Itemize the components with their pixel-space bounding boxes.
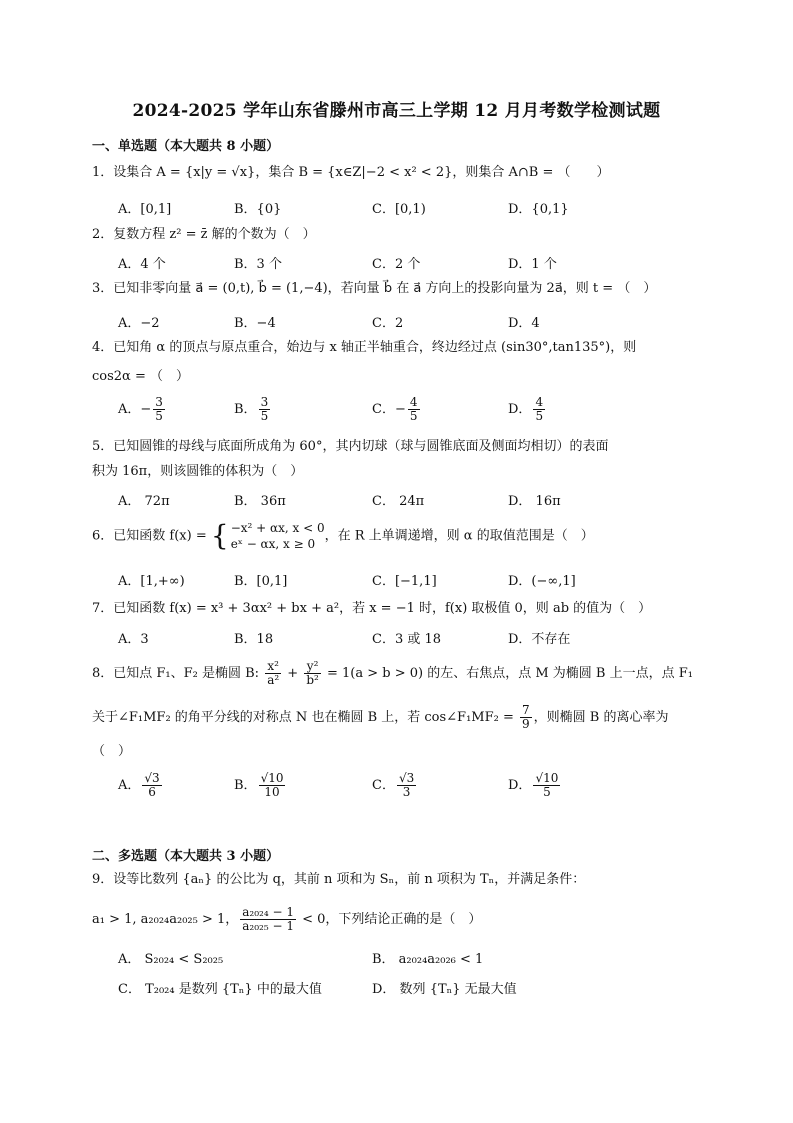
fraction: $\frac{\text{x²}}{\text{a²}}$ bbox=[267, 659, 280, 687]
option-a: A．3 bbox=[118, 632, 149, 647]
option-a: A． 72π bbox=[118, 494, 170, 509]
question-1: 1．设集合 A = {x|y = √x}，集合 B = {x∈Z|−2 < x² < 2}，则集合 A∩B = （ ） bbox=[92, 165, 610, 180]
options-question-3 bbox=[118, 312, 678, 336]
option-d: D． 数列 {Tₙ} 无最大值 bbox=[372, 982, 517, 997]
question-6: 6．已知函数 f(x) = { −x² + αx, x < 0 eˣ − αx, x ≥ 0 ，在 R 上单调递增，则 α 的取值范围是（ ） bbox=[92, 519, 594, 552]
options-question-9-row-1 bbox=[118, 948, 678, 972]
option-b: B．3 个 bbox=[234, 257, 282, 272]
options-question-1 bbox=[118, 198, 678, 222]
fraction: $\frac{√10}{10}$ bbox=[260, 771, 284, 799]
left-brace: { bbox=[210, 519, 229, 552]
fraction: $\frac{√10}{5}$ bbox=[535, 771, 559, 799]
option-d: D．4 bbox=[508, 316, 540, 331]
option-b: B．−4 bbox=[234, 316, 276, 331]
option-d: D．不存在 bbox=[508, 632, 571, 647]
fraction: $\frac{3}{5}$ bbox=[260, 395, 269, 423]
question-3: 3．已知非零向量 a⃗ = (0,t), b⃗ = (1,−4)，若向量 b⃗ 在 a⃗ 方向上的投影向量为 2a⃗，则 t = （ ） bbox=[92, 281, 657, 296]
question-8-line-3: （ ） bbox=[92, 744, 132, 759]
question-9-line-2: a₁ > 1, a₂₀₂₄a₂₀₂₅ > 1， $\frac{\text{a₂₀₂₄ − 1}}{\text{a₂₀₂₅ − 1}}$ < 0，下列结论正确的是（ ） bbox=[92, 905, 482, 933]
option-a: A．4 个 bbox=[118, 257, 166, 272]
option-c: C． $\frac{√3}{3}$ bbox=[372, 771, 415, 799]
option-a: A．− $\frac{3}{5}$ bbox=[118, 395, 163, 423]
option-a: A．−2 bbox=[118, 316, 160, 331]
fraction: $\frac{\text{y²}}{\text{b²}}$ bbox=[306, 659, 319, 687]
question-8-line-1: 8．已知点 F₁、F₂ 是椭圆 B: $\frac{\text{x²}}{\text{a²}}$ + $\frac{\text{y²}}{\text{b²}}$ = 1(a > b > 0) 的左、右焦点，点 M 为椭圆 B 上一点，点 F₁ bbox=[92, 659, 693, 687]
option-b: B． 36π bbox=[234, 494, 286, 509]
option-c: C．2 个 bbox=[372, 257, 421, 272]
options-question-5 bbox=[118, 490, 678, 514]
options-question-4 bbox=[118, 396, 678, 434]
option-b: B．{0} bbox=[234, 202, 282, 217]
option-c: C．− $\frac{4}{5}$ bbox=[372, 395, 418, 423]
option-a: A． S₂₀₂₄ < S₂₀₂₅ bbox=[118, 952, 224, 967]
fraction: $\frac{3}{5}$ bbox=[155, 395, 163, 423]
option-c: C． 24π bbox=[372, 494, 425, 509]
question-5-line-1: 5．已知圆锥的母线与底面所成角为 60°，其内切球（球与圆锥底面及侧面均相切）的表面 bbox=[92, 439, 609, 454]
option-a: A．[1,+∞) bbox=[118, 574, 185, 589]
option-c: C．3 或 18 bbox=[372, 632, 442, 647]
question-5-line-2: 积为 16π，则该圆锥的体积为（ ） bbox=[92, 464, 304, 479]
option-b: B．[0,1] bbox=[234, 574, 288, 589]
option-b: B． a₂₀₂₄a₂₀₂₆ < 1 bbox=[372, 952, 484, 967]
option-d: D．1 个 bbox=[508, 257, 557, 272]
options-question-9-row-2 bbox=[118, 978, 678, 1002]
question-9-line-1: 9．设等比数列 {aₙ} 的公比为 q，其前 n 项和为 Sₙ，前 n 项积为 Tₙ，并满足条件： bbox=[92, 872, 586, 887]
options-question-2 bbox=[118, 253, 678, 277]
option-d: D． $\frac{√10}{5}$ bbox=[508, 771, 559, 799]
option-d: D．{0,1} bbox=[508, 202, 569, 217]
options-question-6 bbox=[118, 570, 678, 594]
option-c: C．2 bbox=[372, 316, 404, 331]
question-4-line-2: cos2α = （ ） bbox=[92, 369, 189, 384]
fraction: $\frac{√3}{6}$ bbox=[144, 771, 160, 799]
fraction: $\frac{7}{9}$ bbox=[522, 703, 530, 731]
question-2: 2．复数方程 z² = z̄ 解的个数为（ ） bbox=[92, 227, 316, 242]
page-title: 2024-2025 学年山东省滕州市高三上学期 12 月月考数学检测试题 bbox=[132, 101, 661, 121]
options-question-7 bbox=[118, 628, 678, 652]
section-heading-single-choice: 一、单选题（本大题共 8 小题） bbox=[92, 139, 280, 154]
option-b: B．18 bbox=[234, 632, 274, 647]
piecewise-cases: −x² + αx, x < 0 eˣ − αx, x ≥ 0 bbox=[230, 521, 325, 551]
question-7: 7．已知函数 f(x) = x³ + 3αx² + bx + a²，若 x = −1 时，f(x) 取极值 0，则 ab 的值为（ ） bbox=[92, 601, 652, 616]
option-d: D． 16π bbox=[508, 494, 561, 509]
option-d: D．(−∞,1] bbox=[508, 574, 576, 589]
option-d: D． $\frac{4}{5}$ bbox=[508, 395, 544, 423]
option-c: C． T₂₀₂₄ 是数列 {Tₙ} 中的最大值 bbox=[118, 982, 322, 997]
fraction: $\frac{4}{5}$ bbox=[409, 395, 418, 423]
section-heading-multi-choice: 二、多选题（本大题共 3 小题） bbox=[92, 849, 280, 864]
question-4-line-1: 4．已知角 α 的顶点与原点重合，始边与 x 轴正半轴重合，终边经过点 (sin30°,tan135°)，则 bbox=[92, 340, 637, 355]
question-8-line-2: 关于∠F₁MF₂ 的角平分线的对称点 N 也在椭圆 B 上，若 cos∠F₁MF₂ = $\frac{7}{9}$ ，则椭圆 B 的离心率为 bbox=[92, 703, 669, 731]
option-c: C．[0,1) bbox=[372, 202, 426, 217]
option-a: A．[0,1] bbox=[118, 202, 172, 217]
fraction: $\frac{√3}{3}$ bbox=[398, 771, 415, 799]
option-b: B． $\frac{√10}{10}$ bbox=[234, 771, 284, 799]
options-question-8 bbox=[118, 772, 678, 810]
option-a: A． $\frac{√3}{6}$ bbox=[118, 771, 160, 799]
fraction: $\frac{4}{5}$ bbox=[535, 395, 544, 423]
option-b: B． $\frac{3}{5}$ bbox=[234, 395, 269, 423]
fraction: $\frac{\text{a₂₀₂₄ − 1}}{\text{a₂₀₂₅ − 1}}$ bbox=[242, 905, 294, 933]
option-c: C．[−1,1] bbox=[372, 574, 437, 589]
